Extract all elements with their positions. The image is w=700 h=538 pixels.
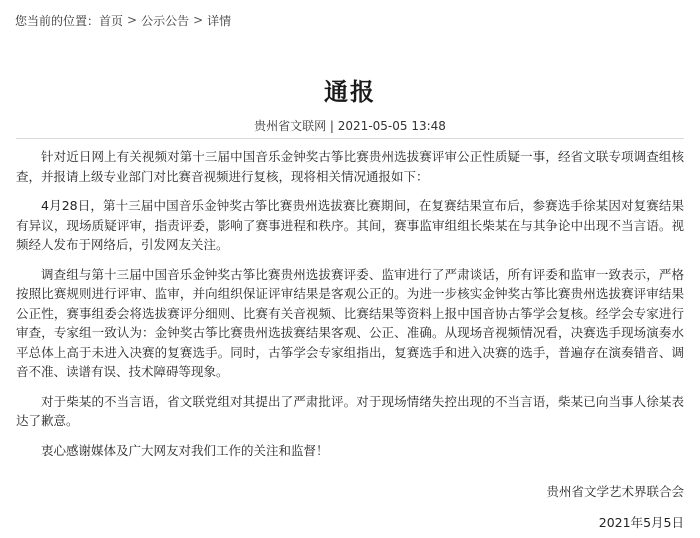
breadcrumb-separator: > — [193, 13, 204, 27]
breadcrumb-link-home[interactable]: 首页 — [99, 13, 124, 28]
article-paragraph: 调查组与第十三届中国音乐金钟奖古筝比赛贵州选拔赛评委、监审进行了严肃谈话，所有评委和监审一致表示，严格按照比赛规则进行评审、监审，并向组织保证评审结果是客观公正的。为进一步核实金钟奖古筝比赛贵州选拔赛评审结果公正性，赛事组委会将选拔赛评分细则、比赛有关音视频、比赛结果等资料上报中国音协古筝学会复核。经学会专家进行审查，专家组一致认为：金钟奖古筝比赛贵州选拔赛结果客观、公正、准确。从现场音视频情况看，决赛选手现场演奏水平总体上高于未进入决赛的复赛选手。同时，古筝学会专家组指出，复赛选手和进入决赛的选手，普遍存在演奏错音、调音不准、读谱有误、技术障碍等现象。 — [16, 266, 684, 379]
article-paragraph: 衷心感谢媒体及广大网友对我们工作的关注和监督！ — [41, 442, 329, 458]
article-meta — [0, 117, 700, 134]
breadcrumb-link-announcements[interactable]: 公示公告 — [141, 13, 190, 28]
article-body — [16, 147, 684, 470]
article-paragraph: 针对近日网上有关视频对第十三届中国音乐金钟奖古筝比赛贵州选拔赛评审公正性质疑一事，经省文联专项调查组核查，并报请上级专业部门对比赛音视频进行复核，现将相关情况通报如下： — [16, 149, 684, 184]
article-source: 贵州省文联网 — [254, 119, 327, 133]
breadcrumb — [15, 10, 231, 30]
article-paragraph: 对于柴某的不当言语，省文联党组对其提出了严肃批评。对于现场情绪失控出现的不当言语，柴某已向当事人徐某表达了歉意。 — [16, 393, 684, 428]
signature-organization: 贵州省文学艺术界联合会 — [546, 484, 684, 499]
article-title: 通报 — [324, 78, 376, 106]
breadcrumb-separator: > — [127, 13, 138, 27]
breadcrumb-current: 详情 — [207, 13, 232, 28]
article-datetime: 2021-05-05 13:48 — [337, 119, 446, 133]
breadcrumb-prefix: 您当前的位置： — [15, 13, 100, 28]
article-paragraph: 4月28日，第十三届中国音乐金钟奖古筝比赛贵州选拔赛比赛期间，在复赛结果宣布后，参赛选手徐某因对复赛结果有异议，现场质疑评审，指责评委，影响了赛事进程和秩序。其间，赛事监审组组长柴某在与其争论中出现不当言语。视频经人发布于网络后，引发网友关注。 — [16, 198, 684, 252]
title-divider-line — [16, 138, 684, 139]
meta-divider: | — [329, 119, 334, 133]
signature-date: 2021年5月5日 — [598, 515, 684, 530]
